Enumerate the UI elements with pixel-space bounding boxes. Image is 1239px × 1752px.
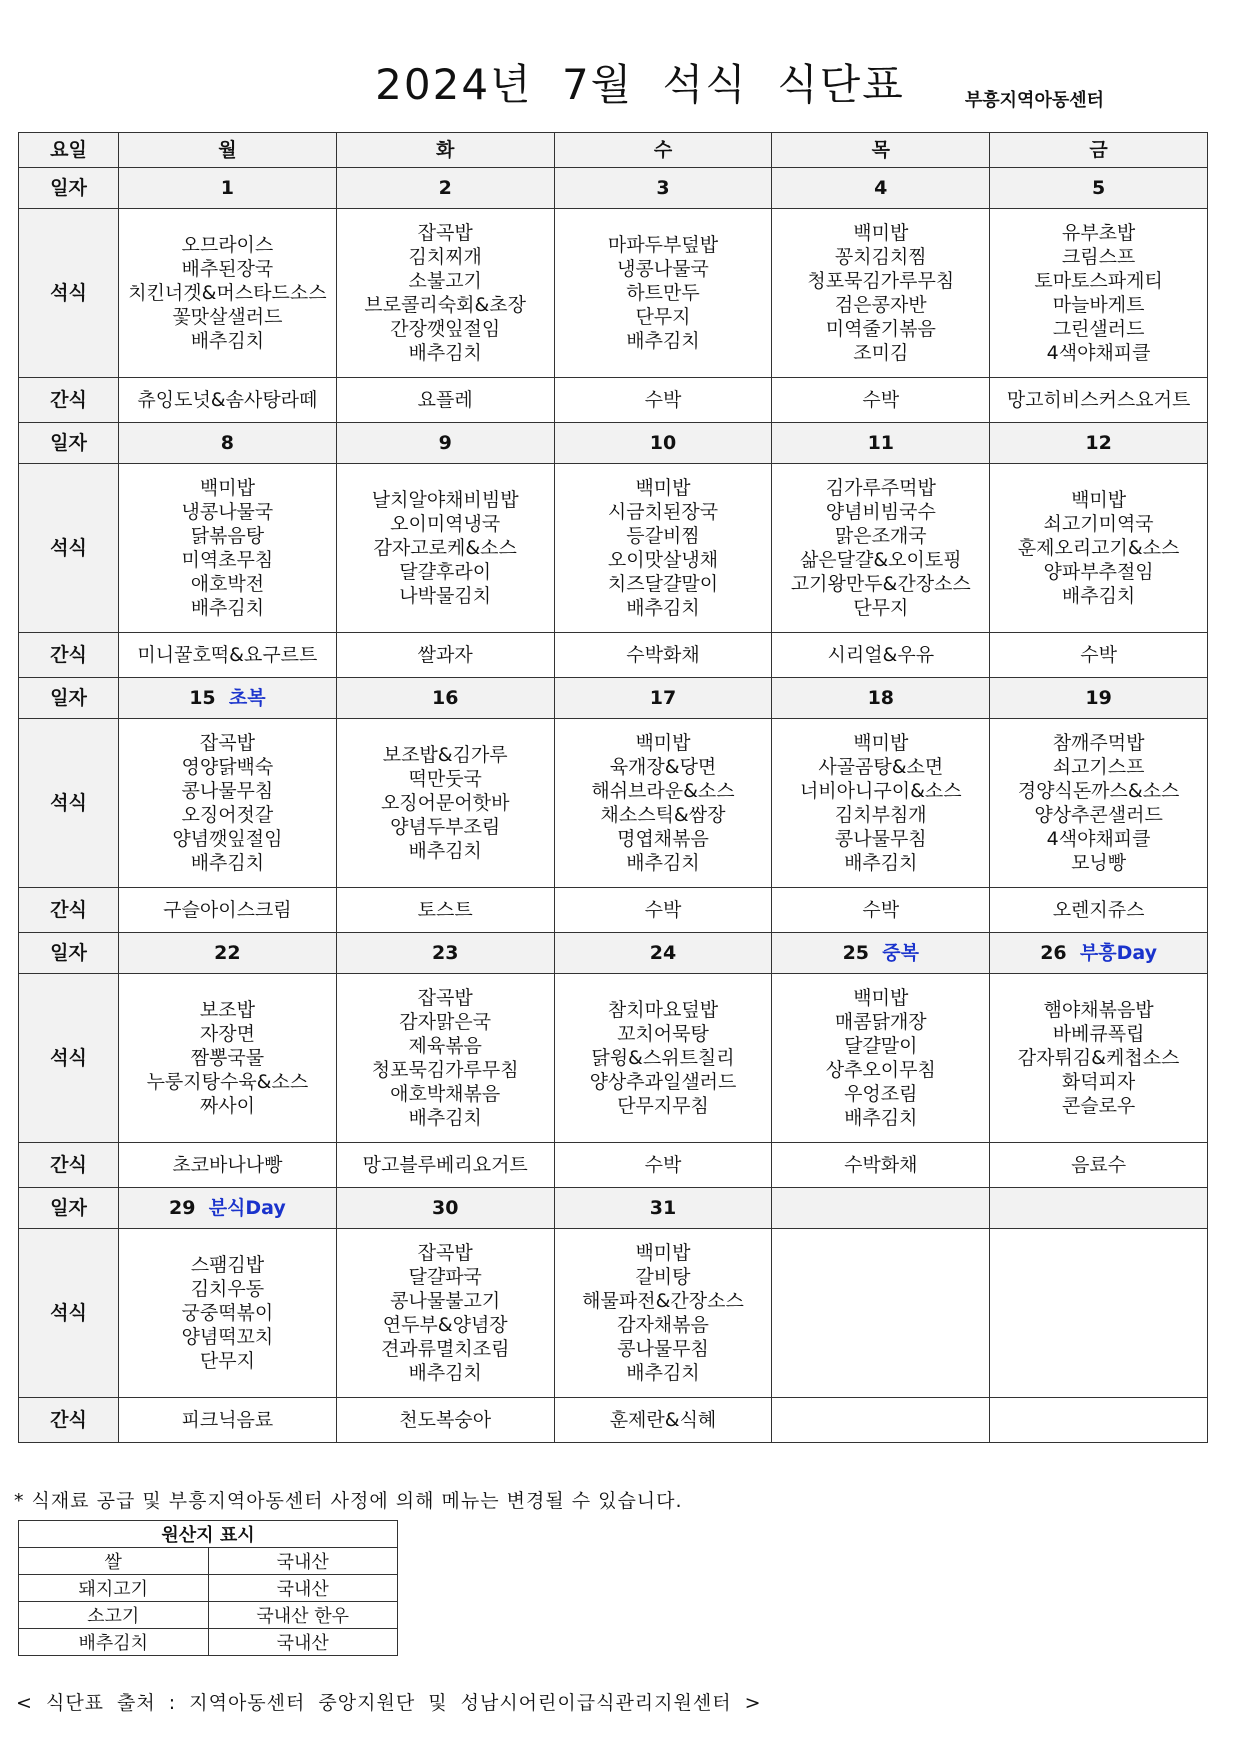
dinner-menu-item: 쇠고기스프 xyxy=(1052,756,1145,778)
dinner-menu-item: 참깨주먹밥 xyxy=(1052,732,1145,754)
origin-ingredient: 쌀 xyxy=(19,1548,209,1575)
dinner-cell xyxy=(772,1229,990,1398)
weekday-header-label: 요일 xyxy=(19,133,119,168)
dinner-menu-item: 잡곡밥 xyxy=(417,222,473,244)
dinner-menu-item: 배추김치 xyxy=(190,852,265,874)
dinner-menu-item: 백미밥 xyxy=(199,477,255,499)
date-cell xyxy=(554,933,772,974)
dinner-menu-item: 양상추과일샐러드 xyxy=(589,1071,737,1093)
weekday-mon: 월 xyxy=(119,133,337,168)
snack-cell: 미니꿀호떡&요구르트 xyxy=(119,633,337,678)
dinner-menu-item: 4색야채피클 xyxy=(1046,828,1151,850)
dinner-menu-item: 4색야채피클 xyxy=(1046,342,1151,364)
dinner-menu-item: 브로콜리숙회&초장 xyxy=(364,294,527,316)
source-credit: < 식단표 출처 : 지역아동센터 중앙지원단 및 성남시어린이급식관리지원센터 > xyxy=(16,1692,762,1714)
date-row xyxy=(19,933,1208,974)
dinner-menu-item: 냉콩나물국 xyxy=(181,501,274,523)
date-number: 19 xyxy=(1085,687,1112,709)
dinner-menu-item: 배추김치 xyxy=(626,330,700,352)
dinner-menu-item: 보조밥 xyxy=(199,999,255,1021)
dinner-menu-item: 단무지 xyxy=(635,306,691,328)
dinner-cell xyxy=(990,719,1208,888)
date-cell xyxy=(990,423,1208,464)
dinner-menu-item: 잡곡밥 xyxy=(199,732,255,754)
dinner-cell xyxy=(119,974,337,1143)
dinner-menu-item: 오징어문어핫바 xyxy=(380,792,510,814)
snack-row xyxy=(19,888,1208,933)
date-number: 4 xyxy=(874,177,888,199)
dinner-menu-item: 제육볶음 xyxy=(408,1035,482,1057)
dinner-menu-item: 맑은조개국 xyxy=(834,525,927,547)
date-number: 15 xyxy=(189,687,216,709)
snack-cell: 츄잉도넛&솜사탕라떼 xyxy=(119,378,337,423)
dinner-menu-item: 훈제오리고기&소스 xyxy=(1017,537,1180,559)
date-cell xyxy=(772,1188,990,1229)
date-row xyxy=(19,678,1208,719)
dinner-menu-item: 명엽채볶음 xyxy=(617,828,709,850)
dinner-menu-item: 떡만둣국 xyxy=(408,768,482,790)
snack-row xyxy=(19,1398,1208,1443)
dinner-menu-item: 햄야채볶음밥 xyxy=(1043,999,1154,1021)
dinner-menu-item: 감자채볶음 xyxy=(617,1314,709,1336)
date-number: 23 xyxy=(431,942,459,964)
dinner-menu-item: 오이맛살냉채 xyxy=(607,549,719,571)
weekday-tue: 화 xyxy=(336,133,554,168)
dinner-menu-item: 해쉬브라운&소스 xyxy=(591,780,735,802)
dinner-menu-item: 시금치된장국 xyxy=(607,501,719,523)
dinner-menu-item: 오이미역냉국 xyxy=(390,513,501,535)
origin-table xyxy=(18,1520,398,1656)
dinner-menu-item: 배추김치 xyxy=(626,597,700,619)
date-number: 11 xyxy=(867,432,895,454)
snack-cell: 수박 xyxy=(554,1143,772,1188)
snack-row-label: 간식 xyxy=(19,1143,119,1188)
dinner-row xyxy=(19,464,1208,633)
dinner-menu-item: 꼬치어묵탕 xyxy=(617,1023,709,1045)
date-special-tag: 중복 xyxy=(882,942,919,964)
dinner-menu-item: 오징어젓갈 xyxy=(181,804,274,826)
date-row-label: 일자 xyxy=(19,168,119,209)
snack-cell: 수박 xyxy=(772,378,990,423)
snack-cell xyxy=(990,1398,1208,1443)
date-cell xyxy=(554,678,772,719)
origin-table-body xyxy=(19,1521,398,1656)
dinner-menu-item: 달걀후라이 xyxy=(399,561,492,583)
snack-cell: 수박화채 xyxy=(554,633,772,678)
snack-cell: 천도복숭아 xyxy=(336,1398,554,1443)
dinner-cell xyxy=(336,1229,554,1398)
date-number: 25 xyxy=(842,942,870,964)
dinner-row-label: 석식 xyxy=(19,464,119,633)
dinner-menu-item: 조미김 xyxy=(853,342,909,364)
snack-row-label: 간식 xyxy=(19,633,119,678)
dinner-menu-item: 김치찌개 xyxy=(408,246,482,268)
date-row-label: 일자 xyxy=(19,423,119,464)
date-number: 3 xyxy=(656,177,670,199)
dinner-cell xyxy=(336,974,554,1143)
date-number: 30 xyxy=(431,1197,459,1219)
date-cell xyxy=(772,423,990,464)
dinner-menu-item: 단무지 xyxy=(853,597,909,619)
dinner-menu-item: 양상추콘샐러드 xyxy=(1034,804,1163,826)
dinner-menu-item: 콘슬로우 xyxy=(1061,1095,1136,1117)
date-cell xyxy=(336,933,554,974)
dinner-cell xyxy=(554,1229,772,1398)
dinner-menu-item: 배추김치 xyxy=(844,1107,918,1129)
dinner-menu-item: 하트만두 xyxy=(626,282,700,304)
dinner-cell xyxy=(772,464,990,633)
dinner-menu-item: 미역줄기볶음 xyxy=(825,318,936,340)
dinner-menu-item: 콩나물무침 xyxy=(834,828,927,850)
snack-cell: 수박 xyxy=(554,378,772,423)
date-cell xyxy=(336,1188,554,1229)
dinner-menu-item: 배추김치 xyxy=(844,852,918,874)
dinner-menu-item: 자장면 xyxy=(199,1023,255,1045)
dinner-menu-item: 사골곰탕&소면 xyxy=(818,756,944,778)
dinner-menu-item: 치즈달걀말이 xyxy=(607,573,719,595)
date-cell xyxy=(772,168,990,209)
snack-cell: 수박 xyxy=(554,888,772,933)
dinner-menu-item: 채소스틱&쌈장 xyxy=(600,804,726,826)
date-cell xyxy=(336,168,554,209)
dinner-menu-item: 배추김치 xyxy=(190,330,265,352)
dinner-menu-item: 그린샐러드 xyxy=(1052,318,1145,340)
snack-row-label: 간식 xyxy=(19,888,119,933)
date-number: 12 xyxy=(1085,432,1112,454)
date-special-tag: 분식Day xyxy=(208,1197,286,1219)
date-cell xyxy=(990,933,1208,974)
snack-cell: 수박화채 xyxy=(772,1143,990,1188)
dinner-menu-item: 배추김치 xyxy=(408,840,482,862)
snack-cell: 피크닉음료 xyxy=(119,1398,337,1443)
dinner-menu-item: 김가루주먹밥 xyxy=(825,477,936,499)
origin-title: 원산지 표시 xyxy=(19,1521,398,1548)
snack-cell: 음료수 xyxy=(990,1143,1208,1188)
date-row xyxy=(19,1188,1208,1229)
dinner-menu-item: 바베큐폭립 xyxy=(1052,1023,1145,1045)
date-row-label: 일자 xyxy=(19,933,119,974)
dinner-menu-item: 배추김치 xyxy=(408,1362,482,1384)
dinner-menu-item: 배추김치 xyxy=(408,1107,482,1129)
date-number: 8 xyxy=(220,432,235,454)
dinner-menu-item: 검은콩자반 xyxy=(834,294,927,316)
date-number: 18 xyxy=(867,687,895,709)
date-cell xyxy=(119,678,337,719)
dinner-menu-item: 감자고로케&소스 xyxy=(373,537,517,559)
origin-country: 국내산 한우 xyxy=(208,1602,398,1629)
dinner-menu-item: 백미밥 xyxy=(1071,489,1127,511)
dinner-cell xyxy=(554,974,772,1143)
origin-row xyxy=(19,1575,398,1602)
dinner-row xyxy=(19,974,1208,1143)
dinner-menu-item: 백미밥 xyxy=(853,732,909,754)
dinner-menu-item: 백미밥 xyxy=(853,222,909,244)
dinner-menu-item: 배추김치 xyxy=(626,1362,700,1384)
date-special-tag: 부흥Day xyxy=(1079,942,1157,964)
dinner-menu-item: 나박물김치 xyxy=(399,585,492,607)
date-cell xyxy=(554,168,772,209)
snack-cell: 토스트 xyxy=(336,888,554,933)
date-number: 26 xyxy=(1040,942,1067,964)
organization-name: 부흥지역아동센터 xyxy=(964,90,1104,111)
dinner-menu-item: 백미밥 xyxy=(635,1242,691,1264)
dinner-cell xyxy=(772,719,990,888)
date-number: 31 xyxy=(649,1197,677,1219)
date-cell xyxy=(554,423,772,464)
snack-row xyxy=(19,1143,1208,1188)
dinner-menu-item: 쇠고기미역국 xyxy=(1043,513,1154,535)
dinner-menu-item: 삶은달걀&오이토핑 xyxy=(799,549,962,571)
dinner-menu-item: 백미밥 xyxy=(635,732,691,754)
date-row-label: 일자 xyxy=(19,1188,119,1229)
dinner-cell xyxy=(990,974,1208,1143)
dinner-menu-item: 간장깻잎절임 xyxy=(390,318,501,340)
snack-row xyxy=(19,633,1208,678)
date-cell xyxy=(119,933,337,974)
dinner-cell xyxy=(119,719,337,888)
dinner-menu-item: 배추김치 xyxy=(626,852,700,874)
dinner-row xyxy=(19,1229,1208,1398)
dinner-menu-item: 우엉조림 xyxy=(844,1083,918,1105)
dinner-menu-item: 단무지무침 xyxy=(617,1095,709,1117)
dinner-cell xyxy=(336,719,554,888)
dinner-menu-item: 마늘바게트 xyxy=(1052,294,1145,316)
dinner-menu-item: 양념두부조림 xyxy=(390,816,501,838)
snack-row-label: 간식 xyxy=(19,378,119,423)
date-number: 10 xyxy=(649,432,677,454)
dinner-menu-item: 단무지 xyxy=(199,1350,255,1372)
dinner-cell xyxy=(772,209,990,378)
dinner-menu-item: 누룽지탕수육&소스 xyxy=(146,1071,309,1093)
dinner-menu-item: 갈비탕 xyxy=(635,1266,691,1288)
dinner-menu-item: 청포묵김가루무침 xyxy=(371,1059,519,1081)
dinner-menu-item: 백미밥 xyxy=(853,987,909,1009)
dinner-cell xyxy=(119,209,337,378)
snack-cell: 쌀과자 xyxy=(336,633,554,678)
page-title: 2024년 7월 석식 식단표 xyxy=(375,60,905,109)
dinner-row-label: 석식 xyxy=(19,719,119,888)
dinner-menu-item: 짜사이 xyxy=(199,1095,255,1117)
dinner-menu-item: 배추된장국 xyxy=(181,258,274,280)
date-cell xyxy=(336,423,554,464)
dinner-cell xyxy=(554,464,772,633)
dinner-cell xyxy=(336,209,554,378)
snack-cell: 구슬아이스크림 xyxy=(119,888,337,933)
origin-title-row xyxy=(19,1521,398,1548)
date-cell xyxy=(772,678,990,719)
date-cell xyxy=(119,423,337,464)
origin-country: 국내산 xyxy=(208,1575,398,1602)
dinner-menu-item: 매콤닭개장 xyxy=(834,1011,927,1033)
snack-cell: 오렌지쥬스 xyxy=(990,888,1208,933)
date-number: 2 xyxy=(438,177,452,199)
dinner-cell xyxy=(119,464,337,633)
dinner-menu-item: 고기왕만두&간장소스 xyxy=(790,573,971,595)
menu-table-body xyxy=(19,133,1208,1443)
dinner-menu-item: 달걀파국 xyxy=(408,1266,482,1288)
dinner-menu-item: 애호박채볶음 xyxy=(390,1083,501,1105)
dinner-menu-item: 감자튀김&케첩소스 xyxy=(1017,1047,1180,1069)
dinner-row-label: 석식 xyxy=(19,1229,119,1398)
dinner-menu-item: 견과류멸치조림 xyxy=(380,1338,510,1360)
dinner-menu-item: 궁중떡볶이 xyxy=(181,1302,274,1324)
snack-cell xyxy=(772,1398,990,1443)
dinner-menu-item: 꽃맛살샐러드 xyxy=(172,306,283,328)
dinner-menu-item: 날치알야채비빔밥 xyxy=(371,489,519,511)
origin-country: 국내산 xyxy=(208,1548,398,1575)
snack-cell: 시리얼&우유 xyxy=(772,633,990,678)
snack-cell: 초코바나나빵 xyxy=(119,1143,337,1188)
dinner-menu-item: 콩나물불고기 xyxy=(390,1290,501,1312)
dinner-menu-item: 보조밥&김가루 xyxy=(382,744,508,766)
dinner-row xyxy=(19,719,1208,888)
dinner-menu-item: 영양닭백숙 xyxy=(181,756,274,778)
date-number: 16 xyxy=(431,687,459,709)
dinner-menu-item: 애호박전 xyxy=(190,573,265,595)
origin-country: 국내산 xyxy=(208,1629,398,1656)
date-cell xyxy=(772,933,990,974)
dinner-menu-item: 양파부추절임 xyxy=(1043,561,1154,583)
dinner-row xyxy=(19,209,1208,378)
dinner-cell xyxy=(554,209,772,378)
snack-row xyxy=(19,378,1208,423)
dinner-menu-item: 크림스프 xyxy=(1061,246,1136,268)
origin-row xyxy=(19,1602,398,1629)
date-number: 24 xyxy=(649,942,677,964)
date-cell xyxy=(990,168,1208,209)
dinner-menu-item: 너비아니구이&소스 xyxy=(799,780,962,802)
snack-row-label: 간식 xyxy=(19,1398,119,1443)
dinner-cell xyxy=(554,719,772,888)
dinner-menu-item: 양념깻잎절임 xyxy=(172,828,283,850)
dinner-menu-item: 냉콩나물국 xyxy=(617,258,709,280)
date-cell xyxy=(554,1188,772,1229)
date-cell xyxy=(119,168,337,209)
dinner-menu-item: 모닝빵 xyxy=(1071,852,1127,874)
weekday-thu: 목 xyxy=(772,133,990,168)
dinner-cell xyxy=(119,1229,337,1398)
dinner-menu-item: 오므라이스 xyxy=(181,234,274,256)
date-number: 9 xyxy=(438,432,452,454)
dinner-menu-item: 잡곡밥 xyxy=(417,987,473,1009)
snack-cell: 요플레 xyxy=(336,378,554,423)
date-special-tag: 초복 xyxy=(228,687,266,709)
date-cell xyxy=(990,1188,1208,1229)
dinner-row-label: 석식 xyxy=(19,974,119,1143)
dinner-menu-item: 백미밥 xyxy=(635,477,691,499)
dinner-menu-item: 김치부침개 xyxy=(834,804,927,826)
snack-cell: 수박 xyxy=(772,888,990,933)
dinner-cell xyxy=(336,464,554,633)
dinner-menu-item: 소불고기 xyxy=(408,270,482,292)
dinner-cell xyxy=(990,464,1208,633)
dinner-menu-item: 달걀말이 xyxy=(844,1035,918,1057)
dinner-menu-item: 해물파전&간장소스 xyxy=(582,1290,744,1312)
dinner-menu-item: 배추김치 xyxy=(1061,585,1136,607)
date-number: 1 xyxy=(220,177,235,199)
dinner-cell xyxy=(990,209,1208,378)
dinner-menu-item: 치킨너겟&머스타드소스 xyxy=(128,282,327,304)
dinner-menu-item: 미역초무침 xyxy=(181,549,274,571)
date-row xyxy=(19,423,1208,464)
date-number: 22 xyxy=(214,942,241,964)
origin-ingredient: 돼지고기 xyxy=(19,1575,209,1602)
snack-cell: 훈제란&식혜 xyxy=(554,1398,772,1443)
change-notice: * 식재료 공급 및 부흥지역아동센터 사정에 의해 메뉴는 변경될 수 있습니다. xyxy=(14,1490,683,1512)
dinner-cell xyxy=(772,974,990,1143)
date-cell xyxy=(336,678,554,719)
dinner-menu-item: 연두부&양념장 xyxy=(382,1314,508,1336)
weekday-wed: 수 xyxy=(554,133,772,168)
origin-row xyxy=(19,1629,398,1656)
dinner-menu-item: 닭볶음탕 xyxy=(190,525,265,547)
menu-table xyxy=(18,132,1208,1443)
dinner-menu-item: 감자맑은국 xyxy=(399,1011,492,1033)
weekday-header-row xyxy=(19,133,1208,168)
snack-cell: 망고히비스커스요거트 xyxy=(990,378,1208,423)
origin-ingredient: 배추김치 xyxy=(19,1629,209,1656)
dinner-menu-item: 양념떡꼬치 xyxy=(181,1326,274,1348)
dinner-menu-item: 닭윙&스위트칠리 xyxy=(591,1047,735,1069)
dinner-menu-item: 잡곡밥 xyxy=(417,1242,473,1264)
dinner-menu-item: 등갈비찜 xyxy=(626,525,700,547)
dinner-menu-item: 청포묵김가루무침 xyxy=(807,270,955,292)
dinner-menu-item: 참치마요덮밥 xyxy=(607,999,719,1021)
snack-cell: 수박 xyxy=(990,633,1208,678)
dinner-menu-item: 콩나물무침 xyxy=(617,1338,709,1360)
date-cell xyxy=(990,678,1208,719)
weekday-fri: 금 xyxy=(990,133,1208,168)
origin-ingredient: 소고기 xyxy=(19,1602,209,1629)
dinner-menu-item: 유부초밥 xyxy=(1061,222,1136,244)
dinner-menu-item: 배추김치 xyxy=(190,597,265,619)
dinner-menu-item: 스팸김밥 xyxy=(190,1254,265,1276)
dinner-menu-item: 경양식돈까스&소스 xyxy=(1017,780,1180,802)
dinner-cell xyxy=(990,1229,1208,1398)
dinner-menu-item: 꽁치김치찜 xyxy=(834,246,927,268)
dinner-menu-item: 콩나물무침 xyxy=(181,780,274,802)
date-number: 17 xyxy=(649,687,677,709)
dinner-menu-item: 육개장&당면 xyxy=(609,756,717,778)
dinner-row-label: 석식 xyxy=(19,209,119,378)
origin-row xyxy=(19,1548,398,1575)
date-row xyxy=(19,168,1208,209)
dinner-menu-item: 배추김치 xyxy=(408,342,482,364)
date-row-label: 일자 xyxy=(19,678,119,719)
dinner-menu-item: 양념비빔국수 xyxy=(825,501,936,523)
date-cell xyxy=(119,1188,337,1229)
dinner-menu-item: 김치우동 xyxy=(190,1278,265,1300)
dinner-menu-item: 토마토스파게티 xyxy=(1034,270,1163,292)
dinner-menu-item: 상추오이무침 xyxy=(825,1059,936,1081)
snack-cell: 망고블루베리요거트 xyxy=(336,1143,554,1188)
date-number: 29 xyxy=(169,1197,196,1219)
dinner-menu-item: 짬뽕국물 xyxy=(190,1047,265,1069)
date-number: 5 xyxy=(1091,177,1106,199)
dinner-menu-item: 마파두부덮밥 xyxy=(607,234,719,256)
dinner-menu-item: 화덕피자 xyxy=(1061,1071,1136,1093)
